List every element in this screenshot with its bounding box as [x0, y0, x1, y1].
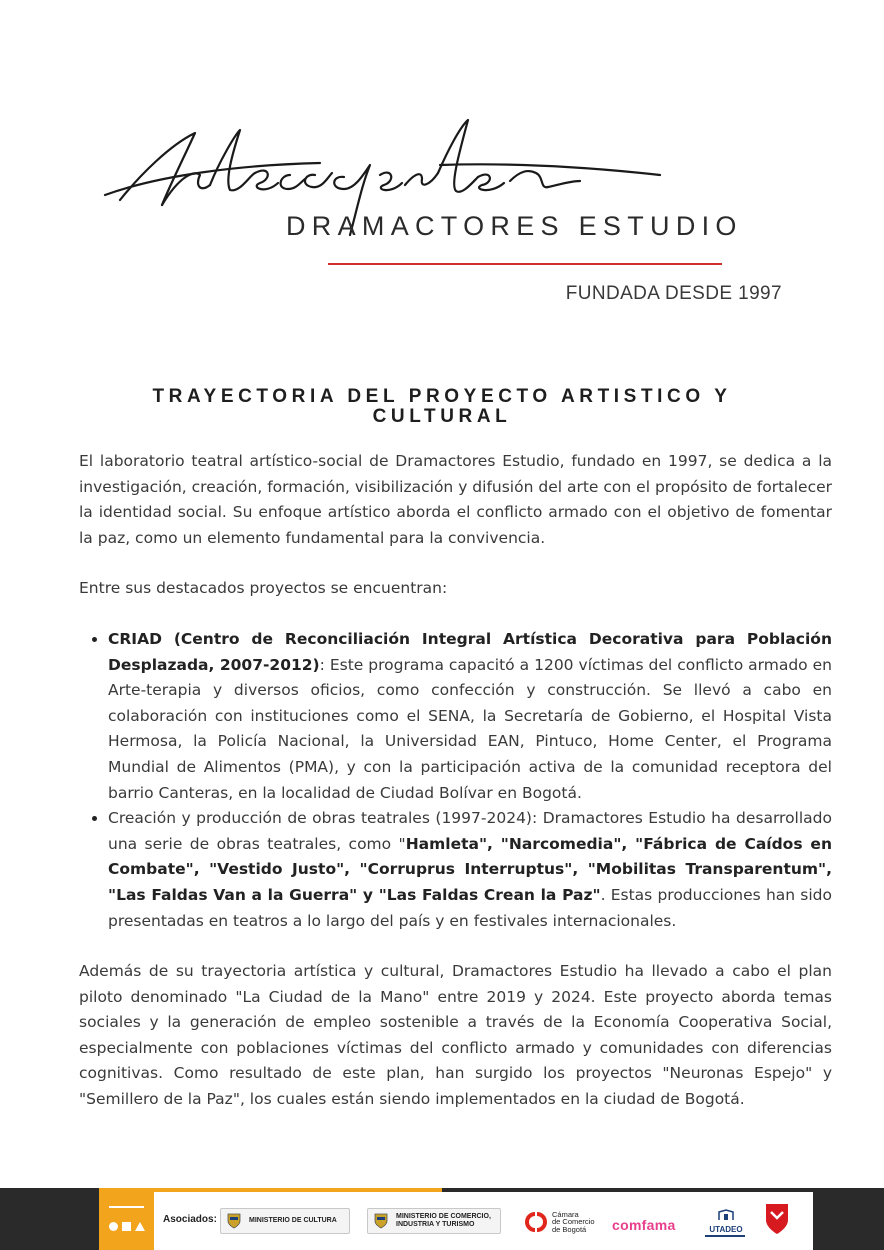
camara-comercio-logo — [524, 1210, 595, 1234]
red-shield-logo — [764, 1202, 790, 1240]
associates-label: Asociados: — [163, 1214, 217, 1225]
footer-band — [0, 1188, 884, 1250]
camara-line3: de Bogotá — [552, 1224, 587, 1234]
heading-line-1: TRAYECTORIA DEL PROYECTO ARTISTICO Y — [152, 386, 732, 407]
bullet1-text: : Este programa capacitó a 1200 víctimas del conflicto armado en Arte-terapia y diversos oficios, como confección y construcción. Se llevó a cabo en colaboración con instituciones como el SENA, la Secretaría de Gobierno, el Hospital Vista Hermosa, la Policía Nacional, la Universidad EAN, Pintuco, Home Center, el Programa Mundial de Alimentos (PMA), y con la participación activa de la comunidad receptora del barrio Canteras, en la localidad de Ciudad Bolívar en Bogotá. — [108, 655, 832, 802]
projects-list — [79, 627, 832, 934]
camara-line2: de Comercio — [552, 1217, 595, 1227]
founded-label: FUNDADA DESDE 1997 — [565, 283, 782, 304]
mincultura-logo — [220, 1208, 350, 1234]
mincultura-text: MINISTERIO DE CULTURA — [249, 1217, 337, 1224]
mincomercio-logo — [367, 1208, 501, 1234]
footer-line — [109, 1206, 144, 1208]
footer-shapes-block — [99, 1192, 154, 1250]
bullet2-text-a: Creación y producción de obras teatrales (1997-2024): Dramactores Estudio ha desarrollado una serie de obras teatrales, como " — [108, 809, 832, 853]
bullet2-text-b: . Estas producciones han sido presentadas en teatros a lo largo del país y en festivales internacionales. — [108, 885, 832, 930]
comfama-logo: comfama — [612, 1217, 676, 1233]
list-item — [108, 627, 832, 806]
heading-line-2: CULTURAL — [372, 406, 512, 427]
utadeo-logo — [705, 1206, 747, 1237]
colombia-shield-icon — [374, 1213, 388, 1229]
square-icon — [122, 1222, 131, 1231]
footer-logos-panel — [99, 1192, 813, 1250]
camara-line1: Cámara — [552, 1209, 579, 1219]
colombia-shield-icon — [227, 1213, 241, 1229]
intro-paragraph: El laboratorio teatral artístico-social de Dramactores Estudio, fundado en 1997, se dedica a la investigación, creación, formación, visibilización y difusión del arte con el propósito de fortalecer la identidad social. Su enfoque artístico aborda el conflicto armado con el objetivo de fomentar la paz, como un elemento fundamental para la convivencia. — [79, 452, 832, 547]
circle-icon — [109, 1222, 118, 1231]
bullet2-bold: Hamleta", "Narcomedia", "Fábrica de Caídos en Combate", "Vestido Justo", "Corruprus Interruptus", "Mobilitas Transparentum", "Las Faldas Van a la Guerra" y "Las Faldas Crean la Paz" — [108, 834, 832, 904]
list-item — [108, 806, 832, 934]
brand-name: DRAMACTORES ESTUDIO — [286, 211, 743, 241]
utadeo-emblem-icon — [717, 1209, 735, 1221]
mincomercio-line2: INDUSTRIA Y TURISMO — [396, 1221, 475, 1228]
camara-icon — [524, 1210, 548, 1234]
closing-paragraph: Además de su trayectoria artística y cultural, Dramactores Estudio ha llevado a cabo el plan piloto denominado "La Ciudad de la Mano" entre 2019 y 2024. Este proyecto aborda temas sociales y la generación de empleo sostenible a través de la Economía Cooperativa Social, especialmente con poblaciones víctimas del conflicto armado y comunidades con diferencias cognitivas. Como resultado de este plan, han surgido los proyectos "Neuronas Espejo" y "Semillero de la Paz", los cuales están siendo implementados en la ciudad de Bogotá. — [79, 962, 832, 1109]
camara-text — [552, 1211, 595, 1234]
projects-lead: Entre sus destacados proyectos se encuentran: — [79, 579, 448, 598]
body-text — [79, 449, 832, 1113]
mincomercio-line1: MINISTERIO DE COMERCIO, — [396, 1213, 491, 1220]
utadeo-text: UTADEO — [709, 1225, 743, 1234]
mincomercio-text — [396, 1213, 491, 1229]
bullet1-bold: CRIAD (Centro de Reconciliación Integral Artística Decorativa para Población Desplazada, 2007-2012) — [108, 629, 832, 674]
section-heading — [100, 387, 784, 427]
red-divider — [328, 263, 722, 265]
red-shield-icon — [764, 1202, 790, 1236]
utadeo-underline — [705, 1235, 745, 1237]
triangle-icon — [135, 1222, 145, 1231]
